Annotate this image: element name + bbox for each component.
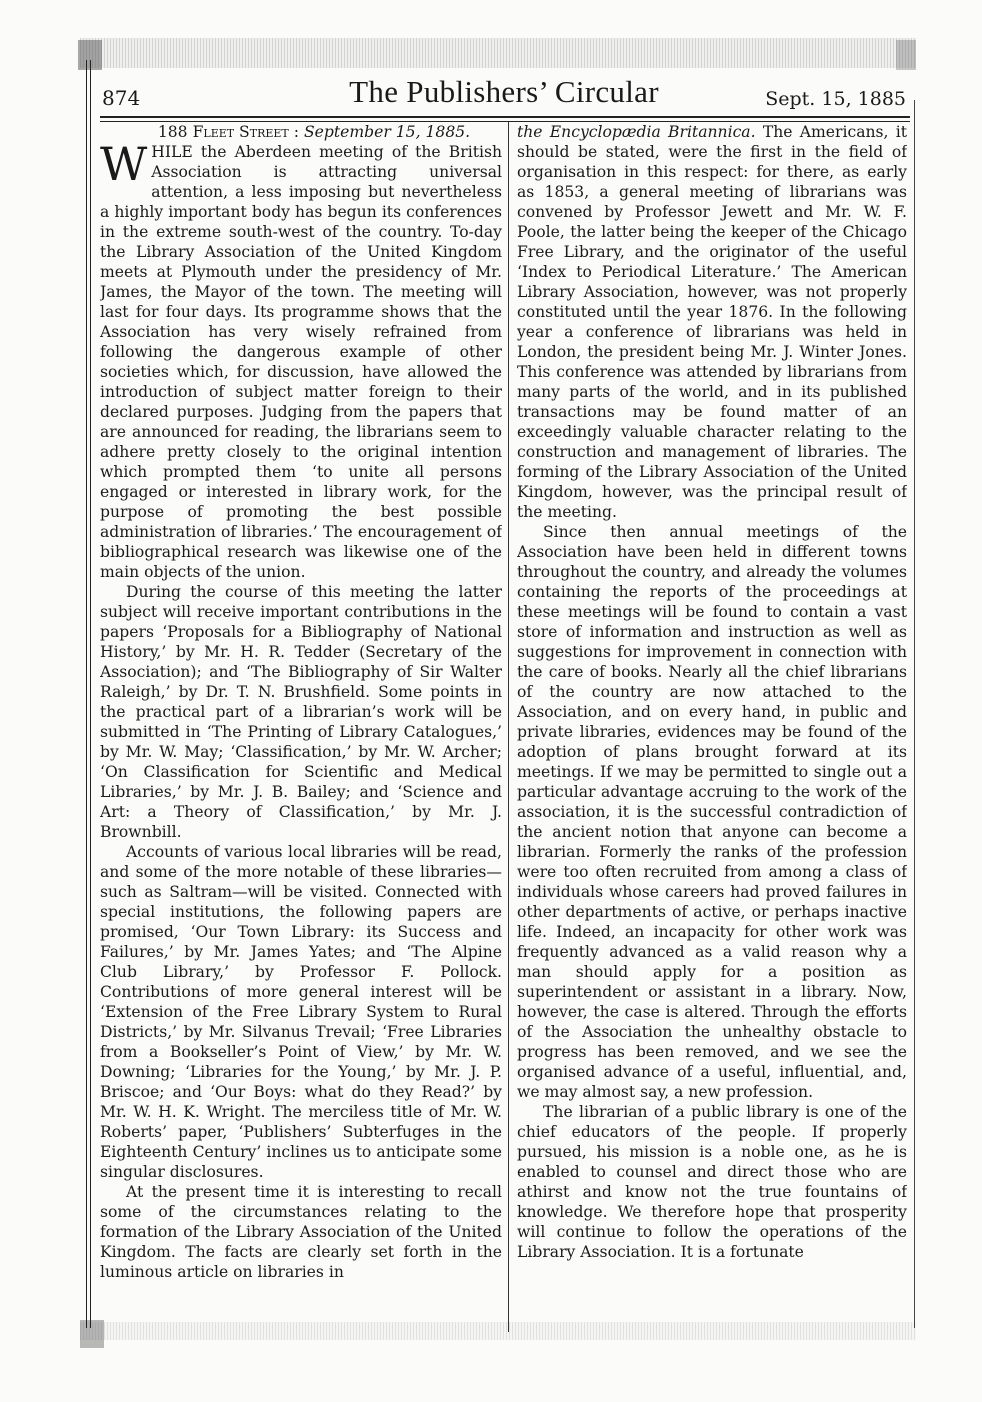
page-number: 874 xyxy=(102,86,141,110)
dateline-street: Fleet Street xyxy=(192,123,289,141)
paragraph-1 xyxy=(100,137,502,582)
page-header xyxy=(100,74,908,114)
dateline-date: September 15, 1885. xyxy=(303,123,471,141)
paragraph-3: Accounts of various local libraries will be read, and some of the more notable of these libraries—such as Saltram—will be visited. Connected with special institutions, the following papers are promised, ‘Our Town Library: its Success and Failures,’ by Mr. James Yates; and ‘The Alpine Club Library,’ by Professor F. Pollock. Contributions of more general interest will be ‘Extension of the Free Library System to Rural Districts,’ by Mr. Silvanus Trevail; ‘Free Libraries from a Bookseller’s Point of View,’ by Mr. W. Downing; ‘Libraries for the Young,’ by Mr. J. P. Briscoe; and ‘Our Boys: what do they Read?’ by Mr. W. H. K. Wright. The merciless title of Mr. W. Roberts’ paper, ‘Publishers’ Subterfuges in the Eighteenth Century’ inclines us to anticipate some singular disclosures. xyxy=(100,843,502,1181)
paragraph-5 xyxy=(517,122,907,522)
page-frame-right xyxy=(912,100,915,1328)
publication-title: The Publishers’ Circular xyxy=(349,74,659,109)
scan-mark-top-right xyxy=(896,40,916,70)
drop-cap: W xyxy=(100,137,148,191)
paragraph-5-text: The Americans, it should be stated, were the first in the field of organisation in this respect: for there, as early as 1853, a general meeting of librarians was convened by Professor Jewett and Mr. W. F. Poole, the latter being the keeper of the Chicago Free Library, and the originator of the useful ‘Index to Periodical Literature.’ The American Library Association, however, was not properly constituted until the year 1876. In the following year a conference of librarians was held in London, the president being Mr. J. Winter Jones. This conference was attended by librarians from many parts of the world, and in its published transactions may be found matter of an exceedingly valuable character relating to the construction and management of libraries. The forming of the Library Association of the United Kingdom, however, was the principal result of the meeting. xyxy=(517,123,907,521)
dateline-number: 188 xyxy=(157,123,193,141)
column-divider xyxy=(508,122,509,1332)
paragraph-2: During the course of this meeting the latter subject will receive important contributions in the papers ‘Proposals for a Bibliography of National History,’ by Mr. H. R. Tedder (Secretary of the Association); and ‘The Bibliography of Sir Walter Raleigh,’ by Dr. T. N. Brushfield. Some points in the practical part of a librarian’s work will be submitted in ‘The Printing of Library Catalogues,’ by Mr. W. May; ‘Classification,’ by Mr. W. Archer; ‘On Classification for Scientific and Medical Libraries,’ by Mr. J. B. Bailey; and ‘Science and Art: a Theory of Classification,’ by Mr. J. Brownbill. xyxy=(100,583,502,841)
dateline-separator: : xyxy=(288,123,304,141)
paragraph-4: At the present time it is interesting to recall some of the circumstances relating to the formation of the Library Association of the United Kingdom. The facts are clearly set forth in the luminous article on libraries in xyxy=(100,1183,502,1281)
page-frame-left xyxy=(86,60,91,1328)
paragraph-1-text: HILE the Aberdeen meeting of the British Association is attracting universal attention, a less imposing but nevertheless a highly important body has begun its conferences in the extreme south-west of the country. To-day the Library Association of the United Kingdom meets at Plymouth under the presidency of Mr. James, the Mayor of the town. The meeting will last for four days. Its programme shows that the Association has very wisely refrained from following the dangerous example of other societies which, for discussion, have allowed the introduction of subject matter foreign to their declared purposes. Judging from the papers that are announced for reading, the librarians seem to adhere pretty closely to the original intention which prompted them ‘to unite all persons engaged or interested in library work, for the purpose of promoting the best possible administration of libraries.’ The encouragement of bibliographical research was likewise one of the main objects of the union. xyxy=(100,143,502,581)
issue-date: Sept. 15, 1885 xyxy=(765,88,906,110)
paragraph-7: The librarian of a public library is one of the chief educators of the people. If properly pursued, his mission is a noble one, as he is enabled to counsel and direct those who are athirst and know not the true fountains of knowledge. We therefore hope that prosperity will continue to follow the operations of the Library Association. It is a fortunate xyxy=(517,1103,907,1261)
dateline xyxy=(100,122,502,142)
column-right xyxy=(517,122,907,1332)
column-left xyxy=(100,122,502,1332)
scan-edge-top xyxy=(80,38,916,68)
paragraph-6: Since then annual meetings of the Association have been held in different towns throughout the country, and already the volumes containing the reports of the proceedings at these meetings will be found to contain a vast store of information and instruction as well as suggestions for improvement in connection with the care of books. Nearly all the chief librarians of the country are now attached to the Association, and on every hand, in public and private libraries, evidences may be found of the adoption of plans brought forward at its meetings. If we may be permitted to single out a particular advantage accruing to the work of the association, it is the successful contradiction of the ancient notion that anyone can become a librarian. Formerly the ranks of the profession were too often recruited from among a class of individuals whose careers had proved failures in other departments of active, or perhaps inactive life. Indeed, an incapacity for other work was frequently advanced as a valid reason why a man should apply for a position as superintendent or assistant in a library. Now, however, the case is altered. Through the efforts of the Association the unhealthy obstacle to progress has been removed, and we see the organised advance of a useful, influential, and, we may almost say, a new profession. xyxy=(517,523,907,1101)
encyclopaedia-title: the Encyclopædia Britannica. xyxy=(517,123,756,141)
